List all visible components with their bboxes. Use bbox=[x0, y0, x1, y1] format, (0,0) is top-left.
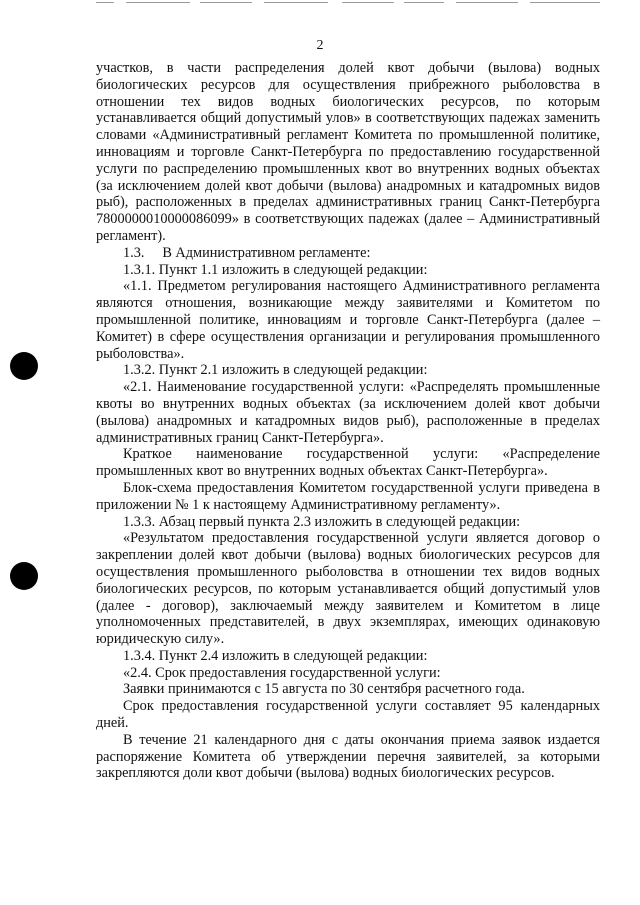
paragraph: участков, в части распределения долей квот добычи (вылова) водных биологических ресурсов для осуществления прибрежного рыболовства в отношении тех видов водных биологических ресурсов, по которым устанавливается общий допустимый улов» в соответствующих падежах заменить словами «Административный регламент Комитета по промышленной политике, инновациям и торговле Санкт-Петербурга по предоставлению государственной услуги по распределению промышленных квот во внутренних водных объектах (за исключением долей квот добычи (вылова) анадромных и катадромных видов рыб), расположенных в пределах административных границ Санкт-Петербурга 7800000010000086099» в соответствующих падежах (далее – Административный регламент). bbox=[96, 60, 600, 244]
paragraph: Срок предоставления государственной услуги составляет 95 календарных дней. bbox=[96, 698, 600, 732]
paragraph: «1.1. Предметом регулирования настоящего Административного регламента являются отношения, возникающие между заявителями и Комитетом по промышленной политике, инновациям и торговле Санкт-Петербурга (далее – Комитет) в сфере осуществления организации и регулирования промышленного рыболовства». bbox=[96, 278, 600, 362]
paragraph: Краткое наименование государственной услуги: «Распределение промышленных квот во внутренних водных объектах Санкт-Петербурга». bbox=[96, 446, 600, 480]
paragraph: В течение 21 календарного дня с даты окончания приема заявок издается распоряжение Комитета об утверждении перечня заявителей, за которыми закрепляются доли квот добычи (вылова) водных биологических ресурсов. bbox=[96, 731, 600, 782]
document-body bbox=[96, 60, 600, 782]
punch-hole-top bbox=[10, 352, 38, 380]
page-number: 2 bbox=[316, 38, 324, 53]
paragraph: 1.3.4. Пункт 2.4 изложить в следующей редакции: bbox=[123, 647, 428, 664]
paragraph: «Результатом предоставления государственной услуги является договор о закреплении долей квот добычи (вылова) водных биологических ресурсов для осуществления промышленного рыболовства в отношении тех видов водных биологических ресурсов, по которым устанавливается общий допустимый улов (далее - договор), заключаемый между заявителем и Комитетом в лице уполномоченных представителей, в двух экземплярах, имеющих одинаковую юридическую силу». bbox=[96, 530, 600, 648]
paragraph: 1.3.1. Пункт 1.1 изложить в следующей редакции: bbox=[123, 261, 428, 278]
scan-top-edge bbox=[0, 0, 640, 6]
paragraph: 1.3. В Административном регламенте: bbox=[123, 244, 371, 261]
paragraph: Заявки принимаются с 15 августа по 30 сентября расчетного года. bbox=[123, 681, 525, 698]
paragraph: Блок-схема предоставления Комитетом государственной услуги приведена в приложении № 1 к настоящему Административному регламенту». bbox=[96, 479, 600, 513]
paragraph: 1.3.3. Абзац первый пункта 2.3 изложить в следующей редакции: bbox=[123, 513, 521, 530]
paragraph: 1.3.2. Пункт 2.1 изложить в следующей редакции: bbox=[123, 362, 428, 379]
punch-hole-bottom bbox=[10, 562, 38, 590]
paragraph: «2.4. Срок предоставления государственной услуги: bbox=[123, 664, 441, 681]
paragraph: «2.1. Наименование государственной услуги: «Распределять промышленные квоты во внутренних водных объектах (за исключением долей квот добычи (вылова) анадромных и катадромных видов рыб), расположенные в пределах административных границ Санкт-Петербурга». bbox=[96, 379, 600, 446]
